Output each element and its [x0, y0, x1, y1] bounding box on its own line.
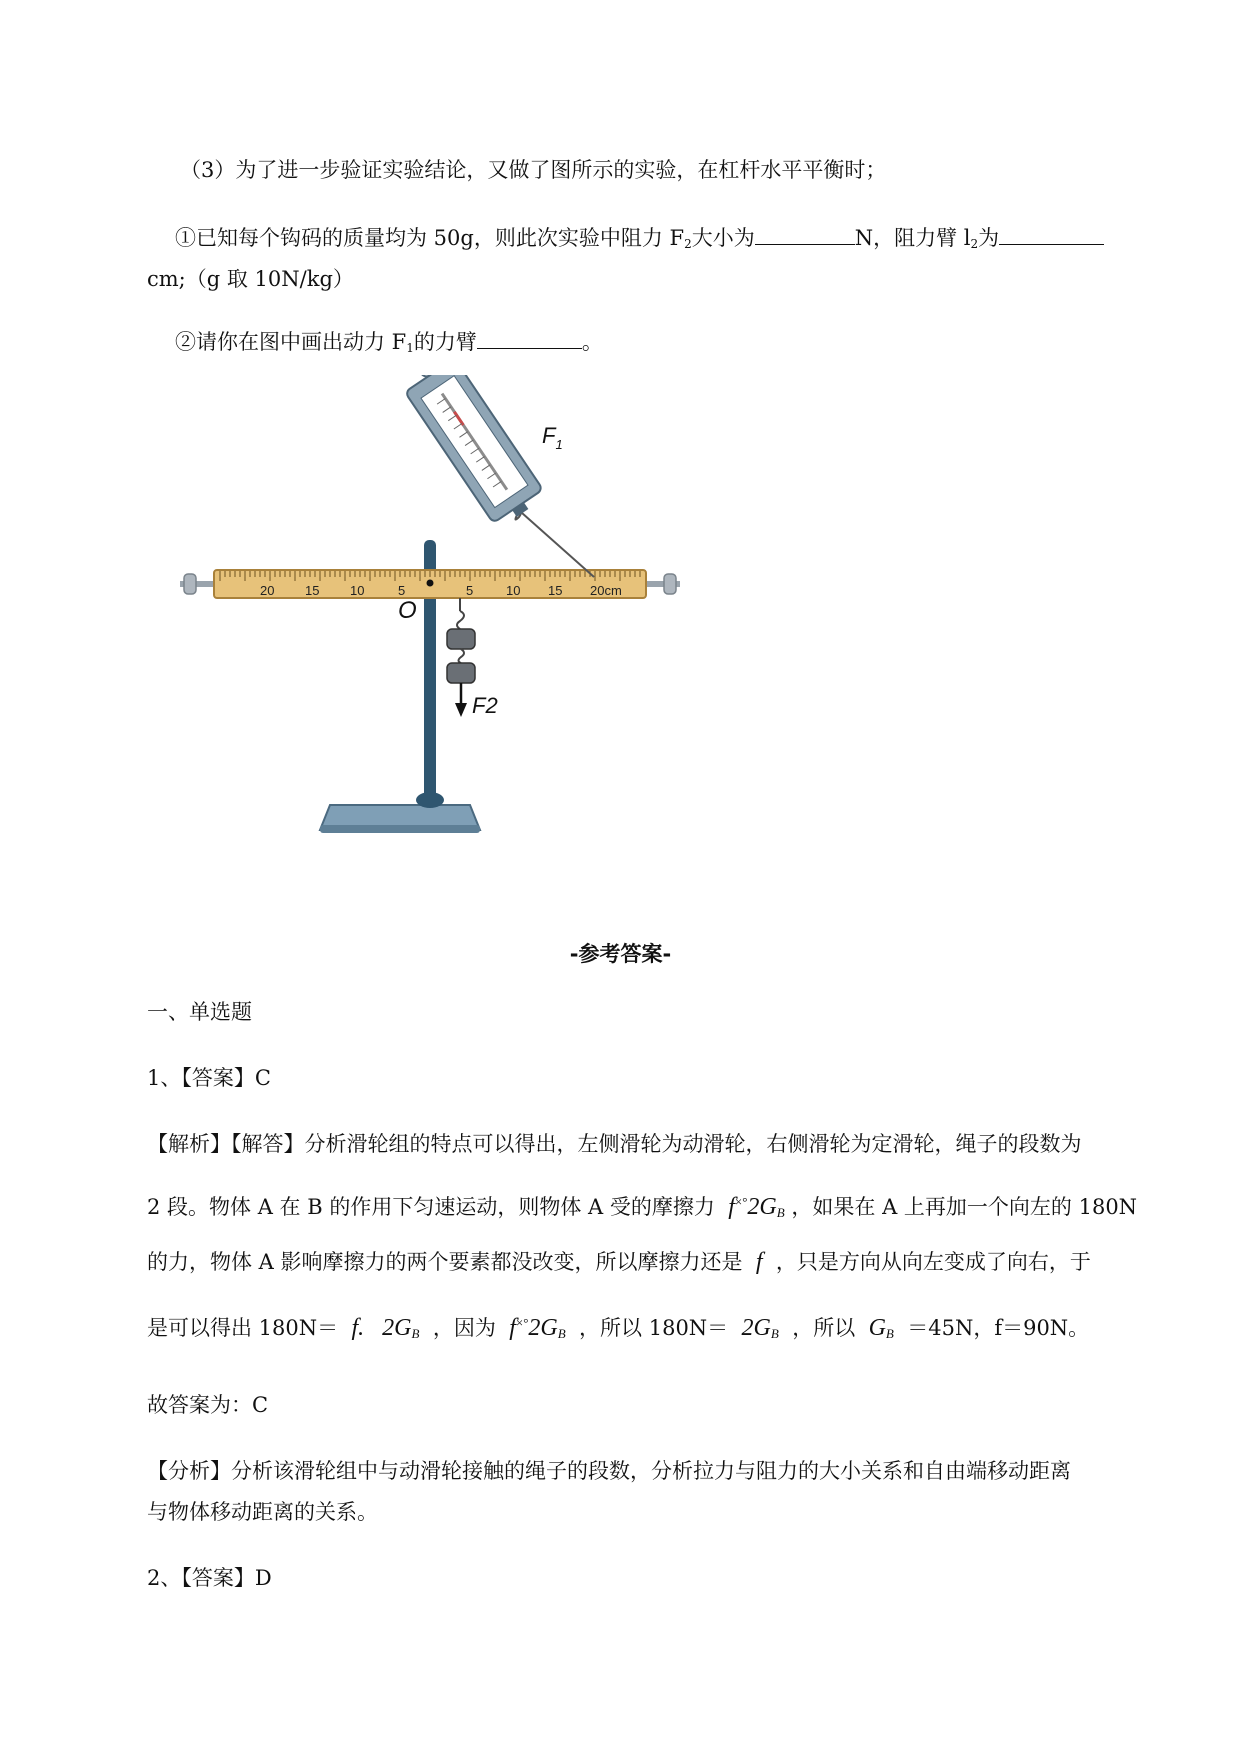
- q1-analysis-line4: 是可以得出 180N＝ f. $2G_B$ ，因为 $f^{\times^\circ}2G_B$ ，所以 $180N= 2G_B$ ，所以 $G_B =45N$，f＝90N。: [147, 1315, 1090, 1341]
- q1-answer: 1、【答案】C: [147, 1066, 271, 1090]
- answers-title: -参考答案-: [569, 942, 672, 966]
- pivot-point: [427, 580, 434, 587]
- answer-blank-arm[interactable]: [477, 326, 582, 349]
- answer-blank-l2[interactable]: [999, 222, 1104, 245]
- tick-label: 10: [350, 583, 365, 598]
- f1-label: $F_1$: [542, 423, 563, 452]
- q1-conclusion: 故答案为：C: [147, 1393, 269, 1417]
- tick-label: 20cm: [590, 583, 622, 598]
- tick-label: 5: [466, 583, 474, 598]
- q2-answer: 2、【答案】D: [147, 1566, 272, 1590]
- tick-label: 10: [506, 583, 521, 598]
- tick-label: 15: [305, 583, 320, 598]
- lever-figure: [170, 375, 690, 835]
- q3-intro: （3）为了进一步验证实验结论，又做了图所示的实验，在杠杆水平平衡时；: [180, 158, 887, 182]
- spring-scale: [398, 375, 547, 530]
- q1-fenxi-line1: 【分析】分析该滑轮组中与动滑轮接触的绳子的段数，分析拉力与阻力的大小关系和自由端移动距离: [147, 1459, 1071, 1483]
- pivot-label: O: [398, 597, 417, 624]
- q1-analysis-line2: 2 段。物体 A 在 B 的作用下匀速运动，则物体 A 受的摩擦力 $f^{\times^\circ}2G_B$ ，如果在 A 上再加一个向左的 180N: [147, 1194, 1138, 1220]
- hook-weight: [447, 663, 475, 683]
- tick-label: 5: [398, 583, 406, 598]
- q1-fenxi-line2: 与物体移动距离的关系。: [147, 1500, 378, 1524]
- hook-weight: [447, 629, 475, 649]
- q3-part1: ①已知每个钩码的质量均为 50g，则此次实验中阻力 $F_2$大小为 N，阻力臂 $l_2$为: [175, 222, 1104, 259]
- tick-label: 20: [260, 583, 275, 598]
- answer-blank-f2[interactable]: [755, 222, 855, 245]
- q3-part2: ②请你在图中画出动力 $F_1$的力臂 。: [175, 326, 603, 363]
- tick-label: 15: [548, 583, 563, 598]
- f2-label: F2: [472, 693, 498, 718]
- q3-part1-cont: cm;（g 取 10N/kg）: [147, 267, 354, 291]
- q1-analysis-line1: 【解析】【解答】分析滑轮组的特点可以得出，左侧滑轮为动滑轮，右侧滑轮为定滑轮，绳子的段数为: [147, 1132, 1082, 1156]
- scale-string: [522, 513, 594, 577]
- section-heading: 一、单选题: [147, 1000, 252, 1024]
- q1-analysis-line3: 的力，物体 A 影响摩擦力的两个要素都没改变，所以摩擦力还是 f ，只是方向从向左变成了向右，于: [147, 1249, 1091, 1275]
